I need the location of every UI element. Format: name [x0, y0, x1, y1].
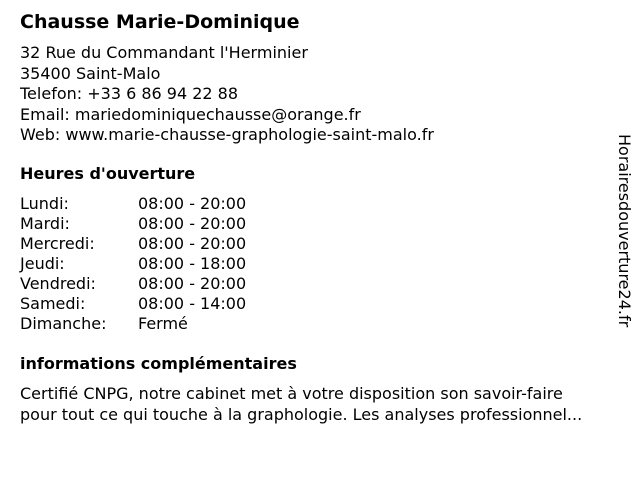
day-label: Dimanche: — [20, 314, 107, 333]
phone-number: Telefon: +33 6 86 94 22 88 — [20, 84, 239, 103]
hours-row-monday — [20, 194, 280, 214]
day-label: Mardi: — [20, 214, 70, 233]
additional-info-heading: informations complémentaires — [20, 354, 297, 373]
contact-block — [20, 43, 434, 146]
hours-row-tuesday — [20, 214, 280, 234]
day-time: 08:00 - 18:00 — [138, 254, 247, 273]
hours-row-wednesday — [20, 234, 280, 254]
address-city: 35400 Saint-Malo — [20, 63, 161, 83]
day-time: 08:00 - 20:00 — [138, 274, 247, 293]
day-label: Lundi: — [20, 194, 69, 213]
day-time: 08:00 - 20:00 — [138, 194, 247, 213]
day-time: 08:00 - 20:00 — [138, 234, 247, 253]
day-label: Samedi: — [20, 294, 86, 313]
hours-row-thursday — [20, 254, 280, 274]
website-address: Web: www.marie-chausse-graphologie-saint-malo.fr — [20, 125, 434, 144]
day-label: Mercredi: — [20, 234, 95, 253]
email-address: Email: mariedominiquechausse@orange.fr — [20, 104, 361, 124]
info-line: pour tout ce qui touche à la graphologie. Les analyses professionnel... — [20, 405, 583, 424]
day-label: Vendredi: — [20, 274, 96, 293]
day-label: Jeudi: — [20, 254, 65, 273]
hours-row-friday — [20, 274, 280, 294]
opening-hours-heading: Heures d'ouverture — [20, 164, 196, 183]
hours-row-sunday — [20, 314, 280, 334]
site-watermark: Horairesdouverture24.fr — [615, 134, 634, 328]
additional-info-text — [20, 383, 632, 425]
info-line: Certifié CNPG, notre cabinet met à votre disposition son savoir-faire — [20, 384, 563, 403]
address-street: 32 Rue du Commandant l'Herminier — [20, 43, 308, 62]
day-time: 08:00 - 20:00 — [138, 214, 247, 233]
opening-hours-table — [20, 194, 280, 334]
day-time: Fermé — [138, 314, 188, 333]
day-time: 08:00 - 14:00 — [138, 294, 247, 313]
hours-row-saturday — [20, 294, 280, 314]
business-name: Chausse Marie-Dominique — [20, 11, 300, 33]
